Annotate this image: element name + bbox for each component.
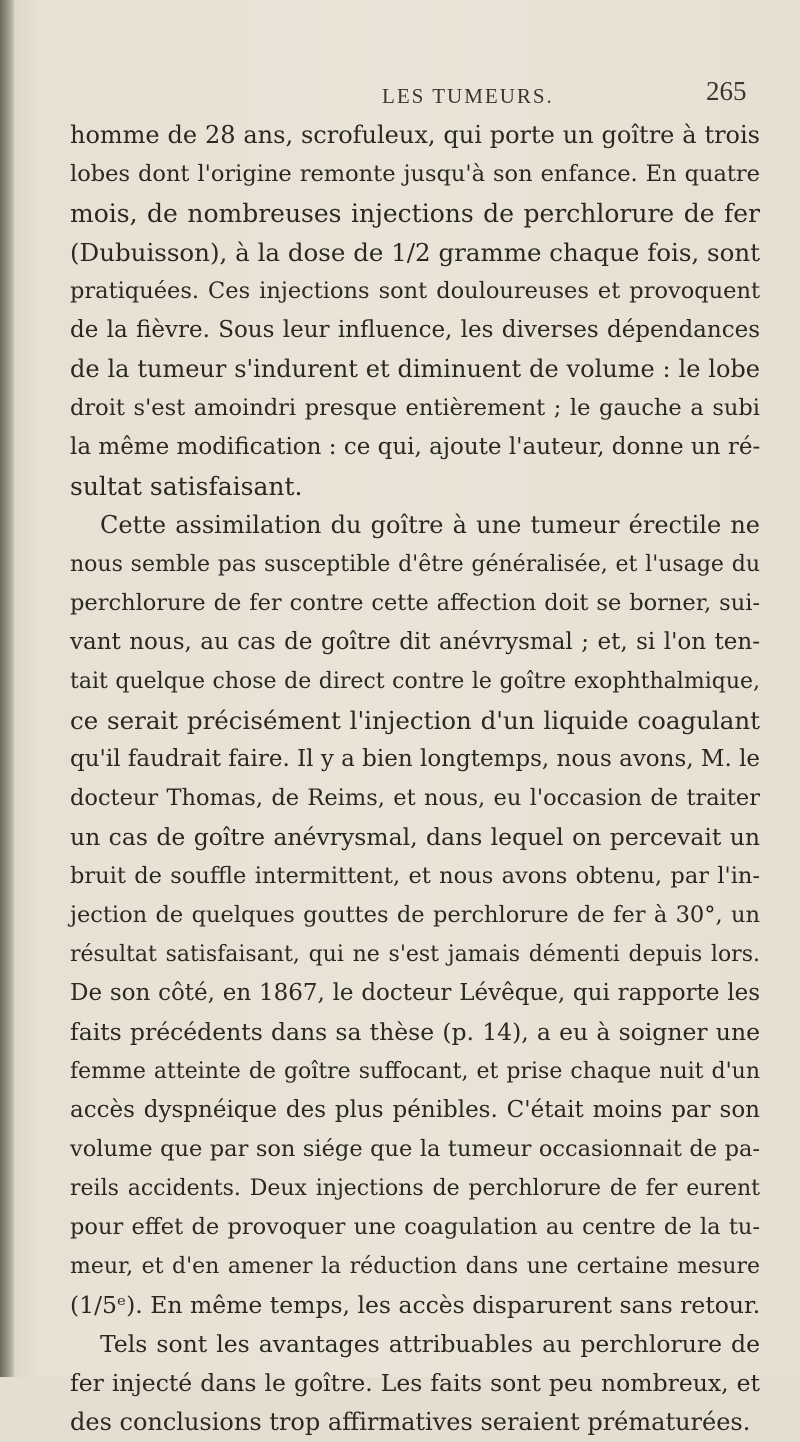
paragraph-end-line: des conclusions trop affirmatives seraient prématurées. — [70, 1408, 751, 1436]
text-line: volume que par son siége que la tumeur occasionnait de pa- — [70, 1136, 760, 1162]
text-line: pour effet de provoquer une coagulation au centre de la tu- — [70, 1214, 760, 1240]
text-line: de la fièvre. Sous leur influence, les diverses dépendances — [70, 317, 760, 343]
text-line: droit s'est amoindri presque entièrement ; le gauche a subi — [70, 395, 760, 421]
text-line: résultat satisfaisant, qui ne s'est jamais démenti depuis lors. — [70, 942, 760, 967]
text-line: mois, de nombreuses injections de perchlorure de fer — [70, 199, 760, 228]
text-line: jection de quelques gouttes de perchlorure de fer à 30°, un — [70, 902, 760, 928]
body-text — [70, 116, 760, 1442]
text-line: femme atteinte de goître suffocant, et prise chaque nuit d'un — [70, 1059, 760, 1084]
text-line: qu'il faudrait faire. Il y a bien longtemps, nous avons, M. le — [70, 746, 761, 772]
text-line: bruit de souffle intermittent, et nous avons obtenu, par l'in- — [70, 863, 760, 889]
text-line: De son côté, en 1867, le docteur Lévêque, qui rapporte les — [70, 980, 760, 1006]
text-line: perchlorure de fer contre cette affection doit se borner, sui- — [70, 590, 760, 616]
paragraph-start-line: Cette assimilation du goître à une tumeur érectile ne — [100, 511, 760, 539]
page-binding-edge — [0, 0, 14, 1377]
paragraph-start-line: Tels sont les avantages attribuables au perchlorure de — [100, 1330, 760, 1358]
text-line: un cas de goître anévrysmal, dans lequel on percevait un — [70, 823, 760, 851]
text-line: de la tumeur s'indurent et diminuent de volume : le lobe — [70, 355, 760, 383]
text-line: reils accidents. Deux injections de perchlorure de fer eurent — [70, 1176, 760, 1201]
text-line: vant nous, au cas de goître dit anévrysmal ; et, si l'on ten- — [70, 629, 760, 655]
text-line: accès dyspnéique des plus pénibles. C'était moins par son — [70, 1097, 760, 1123]
running-title: LES TUMEURS. — [382, 84, 554, 108]
text-line: (Dubuisson), à la dose de 1/2 gramme chaque fois, sont — [70, 238, 760, 267]
page-header — [0, 74, 800, 114]
text-line: nous semble pas susceptible d'être généralisée, et l'usage du — [70, 552, 760, 577]
paragraph-end-line: (1/5ᵉ). En même temps, les accès disparurent sans retour. — [70, 1291, 761, 1319]
text-line: pratiquées. Ces injections sont douloureuses et provoquent — [70, 278, 760, 304]
text-line: meur, et d'en amener la réduction dans une certaine mesure — [70, 1254, 760, 1279]
text-line: lobes dont l'origine remonte jusqu'à son enfance. En quatre — [70, 161, 760, 187]
text-line: tait quelque chose de direct contre le goître exophthalmique, — [70, 669, 760, 694]
paragraph-end-line: sultat satisfaisant. — [70, 472, 303, 501]
text-line: ce serait précisément l'injection d'un liquide coagulant — [70, 706, 760, 735]
text-line: fer injecté dans le goître. Les faits sont peu nombreux, et — [70, 1369, 760, 1397]
text-line: faits précédents dans sa thèse (p. 14), a eu à soigner une — [70, 1018, 760, 1046]
text-line: docteur Thomas, de Reims, et nous, eu l'occasion de traiter — [70, 785, 760, 811]
text-line: la même modification : ce qui, ajoute l'auteur, donne un ré- — [70, 434, 761, 460]
page-number: 265 — [706, 76, 747, 106]
text-line: homme de 28 ans, scrofuleux, qui porte un goître à trois — [70, 121, 760, 149]
